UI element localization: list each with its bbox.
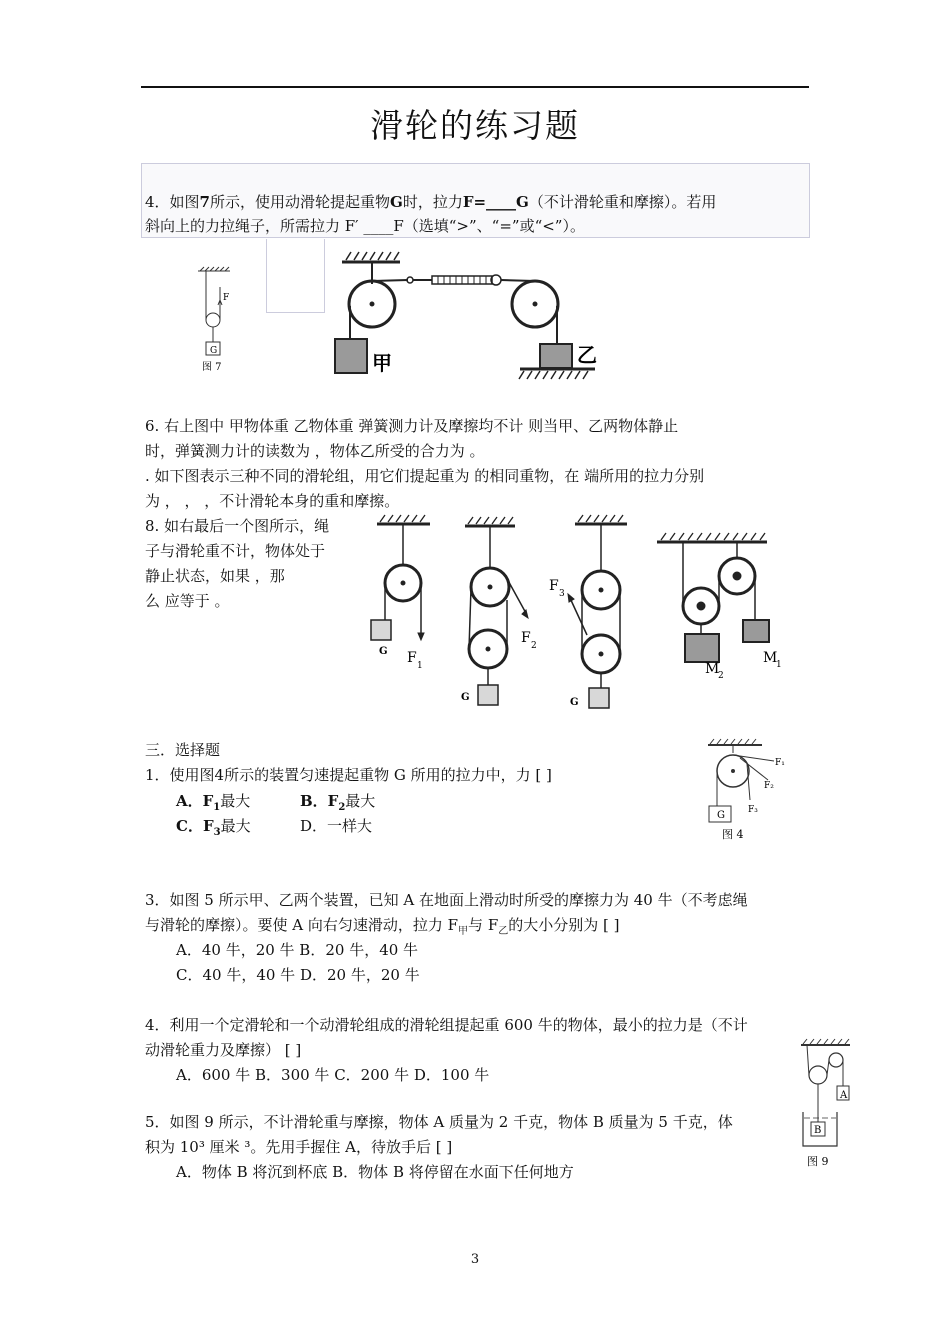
q7-line2: 为 ， ， ，不计滑轮本身的重和摩擦。: [145, 492, 400, 510]
f1-sub: 1: [417, 661, 423, 671]
q8-line2: 子与滑轮重不计，物体处于: [145, 542, 326, 560]
page-title: 滑轮的练习题: [370, 106, 580, 145]
q8-line4: 么 应等于 。: [145, 592, 230, 610]
sys1-g: G: [379, 646, 388, 657]
fig4-f3: F₃: [748, 805, 758, 815]
choice-q4-line1: 4．利用一个定滑轮和一个动滑轮组成的滑轮组提起重 600 牛的物体，最小的拉力是（不计: [145, 1016, 748, 1034]
fig7-g: G: [210, 346, 218, 356]
choice-q3-options-1: A．40 牛，20 牛 B．20 牛，40 牛: [176, 941, 419, 959]
q8-line1: 8. 如右最后一个图所示，绳: [145, 517, 330, 535]
f2-sub: 2: [531, 641, 537, 651]
section3-heading: 三．选择题: [145, 741, 221, 759]
fig9-label: 图 9: [807, 1155, 829, 1168]
choice-q4-options: A．600 牛 B．300 牛 C．200 牛 D．100 牛: [176, 1066, 490, 1084]
f2-label: F: [521, 630, 531, 646]
sys3-g: G: [570, 697, 579, 708]
choice-q5-line2: 积为 10³ 厘米 ³。先用手握住 A，待放手后 [ ]: [145, 1138, 453, 1156]
top-rule: [141, 86, 809, 88]
f1-label: F: [407, 650, 417, 666]
choice-q1-option-d: D．一样大: [300, 817, 373, 835]
q6-line2: 时，弹簧测力计的读数为 ，物体乙所受的合力为 。: [145, 442, 485, 460]
figure-jia-yi: [330, 244, 610, 384]
choice-q3-options-2: C．40 牛，40 牛 D．20 牛，20 牛: [176, 966, 420, 984]
fig7-label: 图 7: [202, 362, 222, 373]
inset-box: [266, 239, 325, 313]
label-jia: 甲: [372, 351, 392, 375]
choice-q4-line2: 动滑轮重力及摩擦） [ ]: [145, 1041, 302, 1059]
fig4-f1: F₁: [775, 758, 785, 768]
q6-line1: 6. 右上图中 甲物体重 乙物体重 弹簧测力计及摩擦均不计 则当甲、乙两物体静止: [145, 417, 679, 435]
fig7-f: F: [223, 293, 230, 303]
choice-q1-stem: 1．使用图4所示的装置匀速提起重物 G 所用的拉力中，力 [ ]: [145, 766, 552, 784]
m1-label: M: [763, 650, 778, 666]
figure-7: [190, 262, 250, 377]
choice-q3-line1: 3．如图 5 所示甲、乙两个装置，已知 A 在地面上滑动时所受的摩擦力为 40 牛（不考虑绳: [145, 891, 748, 909]
fig9-a: A: [840, 1090, 848, 1101]
sys2-g: G: [461, 692, 470, 703]
q4-line2: 斜向上的力拉绳子，所需拉力 F′ ____F（选填“>”、“=”或“<”）。: [145, 217, 585, 235]
fig4-g: G: [717, 810, 725, 821]
m1-sub: 1: [776, 660, 782, 670]
f3-label: F: [549, 578, 559, 594]
choice-q1-option-b: B．$F_2$最大: [300, 792, 376, 813]
choice-q5-options: A．物体 B 将沉到杯底 B．物体 B 将停留在水面下任何地方: [176, 1163, 574, 1181]
m2-label: M: [705, 661, 720, 677]
choice-q3-line2: 与滑轮的摩擦）。要使 A 向右匀速滑动，拉力 $F_甲$与 $F_乙$的大小分别为 [ ]: [145, 916, 620, 937]
choice-q5-line1: 5．如图 9 所示，不计滑轮重与摩擦，物体 A 质量为 2 千克，物体 B 质量为 5 千克，体: [145, 1113, 733, 1131]
figure-4: [700, 738, 795, 848]
f3-sub: 3: [559, 589, 565, 599]
figure-pulley-systems: [365, 510, 805, 715]
m2-sub: 2: [718, 671, 724, 681]
choice-q1-option-a: A．$F_1$最大: [176, 792, 251, 813]
choice-q1-option-c: C．$F_3$最大: [176, 817, 251, 838]
page-number: 3: [470, 1252, 480, 1267]
fig4-f2: F₂: [764, 781, 774, 791]
fig9-b: B: [814, 1125, 822, 1136]
q7-line1: . 如下图表示三种不同的滑轮组，用它们提起重为 的相同重物，在 端所用的拉力分别: [145, 467, 705, 485]
q8-line3: 静止状态，如果 ，那: [145, 567, 285, 585]
q4-line1: 4．如图7所示，使用动滑轮提起重物G时，拉力F=____G（不计滑轮重和摩擦）。若用: [145, 193, 717, 211]
figure-9: [795, 1038, 855, 1178]
fig4-label: 图 4: [722, 828, 744, 841]
label-yi: 乙: [577, 343, 597, 367]
